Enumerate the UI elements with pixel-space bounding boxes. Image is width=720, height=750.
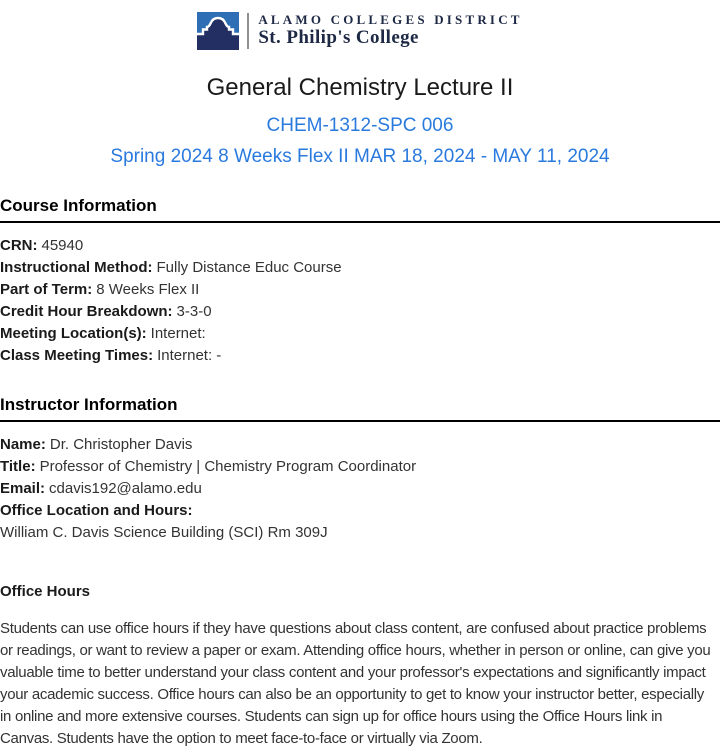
- field-label: Email:: [0, 480, 46, 497]
- instructor-information-fields: [0, 434, 720, 544]
- field-value: Internet: -: [157, 347, 222, 364]
- field-row-title: [0, 456, 720, 478]
- page-header: [0, 9, 720, 168]
- field-label: Title:: [0, 458, 36, 475]
- section-heading-instructor-information: Instructor Information: [0, 395, 720, 422]
- field-row-name: [0, 434, 720, 456]
- term-dates: Spring 2024 8 Weeks Flex II MAR 18, 2024 - MAY 11, 2024: [110, 146, 610, 167]
- office-hours-heading: Office Hours: [0, 583, 91, 600]
- course-code: CHEM-1312-SPC 006: [266, 115, 454, 136]
- district-name: ALAMO COLLEGES DISTRICT: [258, 11, 523, 27]
- field-label: Instructional Method:: [0, 259, 153, 276]
- field-row-instructional-method: [0, 257, 720, 279]
- field-value: 8 Weeks Flex II: [96, 281, 200, 298]
- instructor-email: cdavis192@alamo.edu: [49, 480, 202, 497]
- field-label: CRN:: [0, 237, 38, 254]
- alamo-logo: [0, 9, 720, 53]
- field-value: 3-3-0: [176, 303, 212, 320]
- course-information-fields: [0, 235, 720, 367]
- syllabus-content: [0, 196, 720, 750]
- field-row-credit-hour-breakdown: [0, 301, 720, 323]
- section-heading-course-information: Course Information: [0, 196, 720, 223]
- field-value: Fully Distance Educ Course: [156, 259, 342, 276]
- field-value: Internet:: [150, 325, 206, 342]
- field-row-meeting-locations: [0, 323, 720, 345]
- office-location-line: William C. Davis Science Building (SCI) Rm 309J: [0, 524, 328, 541]
- field-label: Class Meeting Times:: [0, 347, 154, 364]
- field-value: Dr. Christopher Davis: [49, 436, 193, 453]
- field-value: 45940: [41, 237, 84, 254]
- field-label: Office Location and Hours:: [0, 502, 193, 519]
- field-row-crn: [0, 235, 720, 257]
- field-label: Part of Term:: [0, 281, 93, 298]
- field-row-office-location-and-hours: [0, 500, 720, 522]
- field-row-class-meeting-times: [0, 345, 720, 367]
- college-name: St. Philip's College: [258, 27, 419, 49]
- logo-text: [258, 13, 522, 49]
- field-row-email: [0, 478, 720, 500]
- field-row-part-of-term: [0, 279, 720, 301]
- logo-divider: [247, 13, 249, 49]
- alamo-mission-icon: [197, 12, 239, 50]
- office-hours-paragraph: Students can use office hours if they have questions about class content, are confused about practice problems or readings, or want to review a paper or exam. Attending office hours, whether in person or online, can give you valuable time to better understand your class content and your professor's expectations and significantly impact your academic success. Office hours can also be an opportunity to get to know your instructor better, especially in online and more extensive courses. Students can sign up for office hours using the Office Hours link in Canvas. Students have the option to meet face-to-face or virtually via Zoom.: [0, 620, 711, 747]
- page-title: General Chemistry Lecture II: [206, 74, 514, 101]
- field-label: Meeting Location(s):: [0, 325, 147, 342]
- field-label: Name:: [0, 436, 46, 453]
- field-value: Professor of Chemistry | Chemistry Program Coordinator: [39, 458, 417, 475]
- field-label: Credit Hour Breakdown:: [0, 303, 173, 320]
